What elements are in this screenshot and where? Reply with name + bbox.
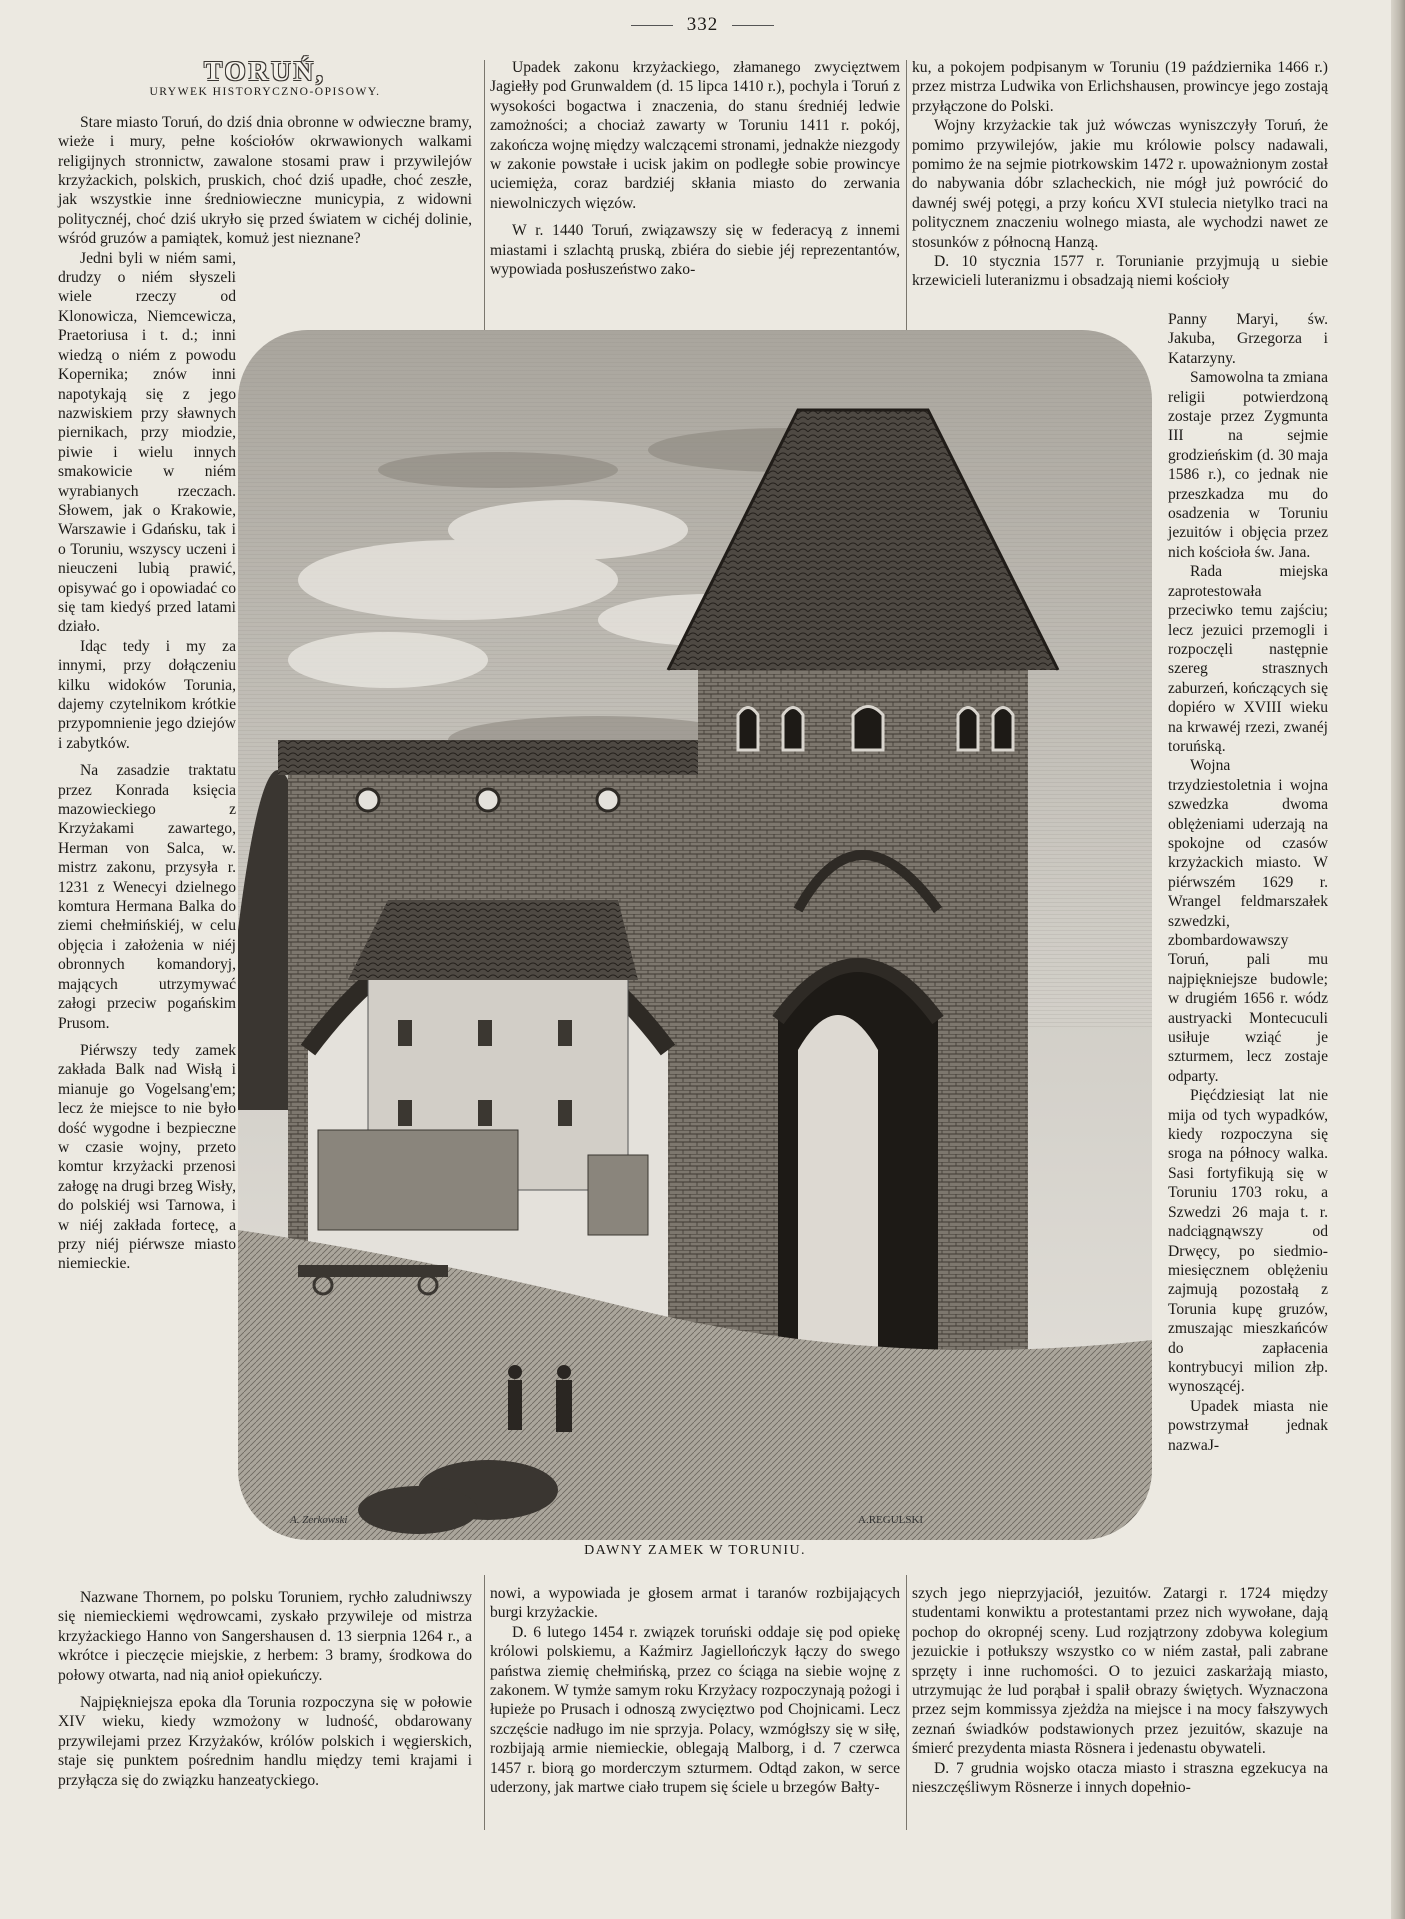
paragraph: Panny Maryi, św. Jakuba, Grzegorza i Katarzyny. [1168,311,1328,367]
paragraph: D. 7 grudnia wojsko otacza miasto i straszna egzekucya na nieszczęśliwym Rösnerze i innych dopełnio- [912,1759,1328,1797]
paragraph: Piérwszy tedy zamek zakłada Balk nad Wisłą i mianuje go Vogelsang'em; lecz że miejsce to nie było dość wygodne i bezpieczne w czasie wojny, przeto komtur krzyżacki przenosi załogę na drugi brzeg Wisły, do polskiéj wsi Tarnowa, i w niéj zakłada fortecę, a przy niéj piérwsze miasto niemieckie. [58,1041,236,1273]
page-edge [1391,0,1405,1919]
article-title: TORUŃ, [204,56,326,86]
paragraph: Samowolna ta zmiana religii potwierdzoną zostaje przez Zygmunta III na sejmie grodzieńskim (d. 30 maja 1586 r.), co jednak nie przeszkadza mu do osadzenia w Toruniu jezuitów i objęcia przez nich kościoła św. Jana. [1168,369,1328,561]
paragraph: Najpiękniejsza epoka dla Torunia rozpoczyna się w połowie XIV wieku, kiedy wzmożony w ludność, obdarowany przywilejami przez Krzyżaków, królów polskich i węgierskich, staje się punktem pośrednim handlu między temi krajami i przyłącza się do związku hanzeatyckiego. [58,1694,472,1789]
column-2 [490,58,900,279]
column-rule [484,60,485,330]
paragraph: Wojny krzyżackie tak już wówczas wyniszczyły Toruń, że pomimo przywilejów, jakie mu królowie polscy nadawali, pomimo że na sejmie piotrkowskim 1472 r. upoważnionym został do nabywania dóbr szlacheckich, nie mógł już powrócić do dawnéj swéj potęgi, a przy końcu XVI stulecia nietylko traci na politycznem znaczeniu wolnego miasta, ale wychodzi nawet ze stosunków z północną Hanzą. [912,117,1328,251]
paragraph: Upadek zakonu krzyżackiego, złamanego zwycięztwem Jagiełły pod Grunwaldem (d. 15 lipca 1410 r.), pochyla i Toruń z wysokości bogactwa i znaczenia, do stanu średniéj ledwie zamożności; a chociaż zawarty w Toruniu 1411 r. pokój, zakończa wojnę między walczącemi stronami, jednakże niezgody w zakonie powstałe i ucisk jakim on podległe sobie prowincye uciemięża, coraz bardziéj skłania miasto do zerwania niewolniczych więzów. [490,59,901,212]
article-subtitle: URYWEK HISTORYCZNO-OPISOWY. [149,86,381,99]
engraving-svg [238,330,1152,1540]
paragraph: szych jego nieprzyjaciół, jezuitów. Zatargi r. 1724 między studentami konwiktu a protestantami przez nich wywołane, dają pochop do okropnéj sceny. Lud rozjątrzony zdobywa kolegium jezuickie i potłukszy wszystko co w niém zastał, pali zabrane sprzęty i inne ruchomości. O to jezuici zaskarżają miasto, utrzymując że lud porąbał i spalił obrazy świętych. Wyznaczona przez sejm kommissya zjeżdża na miejsce i na mocy fałszywych zeznań świadków podstawionych przez jezuitów, skazuje na śmierć prezydenta miasta Rösnera i jedenastu obywateli. [912,1585,1328,1758]
paragraph: Idąc tedy i my za innymi, przy dołączeniu kilku widoków Torunia, dajemy czytelnikom krótkie przypomnienie jego dziejów i zabytków. [58,637,236,752]
illustrator-signature: A. Zerkowski [290,1514,348,1526]
paragraph: nowi, a wypowiada je głosem armat i taranów rozbijających burgi krzyżackie. [490,1585,900,1622]
paragraph: W r. 1440 Toruń, związawszy się w federacyą z innemi miastami i szlachtą pruską, zbiéra do siebie jéj reprezentantów, wypowiada posłuszeństwo zako- [490,222,900,279]
paragraph: Jedni byli w niém sami, drudzy o niém słyszeli wiele rzeczy od Klonowicza, Niemcewicza, Praetoriusa i t. d.; inni wiedzą o niém z powodu Kopernika; znów inni napotykają się z jego nazwiskiem przy sławnych piernikach, przy miodzie, piwie i wielu innych smakowicie w niém wyrabianych rzeczach. Słowem, jak o Krakowie, Warszawie i Gdańsku, tak i o Toruniu, wszyscy uczeni i nieuczeni lubią prawić, opisywać go i opowiadać co się tam kiedyś przed latami działo. [58,249,236,636]
column-3 [912,58,1328,291]
paragraph: D. 6 lutego 1454 r. związek toruński oddaje się pod opiekę królowi polskiemu, a Kaźmirz Jagiellończyk łączy do swego państwa ziemię chełmińską, przez co ściąga na siebie wojnę z zakonem. W tymże samym roku Krzyżacy rozpoczynają pożogi i łupieże po Prusach i odnoszą zwycięztwo pod Chojnicami. Lecz szczęście nadługo im nie sprzyja. Polacy, wzmógłszy się w siłę, rozbijają armie niemieckie, oblegają Malborg, i d. 7 czerwca 1457 r. biorą go morderczym szturmem. Odtąd zakon, w serce uderzony, jak martwe ciało trupem się ściele u brzegów Bałty- [490,1623,900,1797]
column-rule [484,1575,485,1830]
paragraph: ku, a pokojem podpisanym w Toruniu (19 października 1466 r.) przez mistrza Ludwika von Erlichshausen, prowincye jego zostają przyłączone do Polski. [912,59,1328,115]
column-1-bottom [58,1588,472,1790]
column-3-narrow [1168,310,1328,1455]
engraver-signature: A.REGULSKI [858,1514,924,1526]
figure-caption: DAWNY ZAMEK W TORUNIU. [584,1543,806,1558]
paragraph: Na zasadzie traktatu przez Konrada księcia mazowieckiego z Krzyżakami zawartego, Herman von Salca, w. mistrz zakonu, przysyła r. 1231 z Wenecyi dzielnego komtura Hermana Balka do ziemi chełmińskiéj, w celu objęcia i założenia w niéj obronnych komandoryj, mających utrzymywać załogi przeciw pogańskim Prusom. [58,762,236,1032]
paragraph: D. 10 stycznia 1577 r. Torunianie przyjmują u siebie krzewicieli luteranizmu i obsadzają niemi kościoły [912,253,1328,290]
paragraph: Wojna trzydziestoletnia i wojna szwedzka dwoma oblężeniami uderzają na spokojne od czasów krzyżackich miasto. W piérwszém 1629 r. Wrangel feldmarszałek szwedzki, zbombardowawszy Toruń, pali mu najpiękniejsze budowle; w drugiém 1656 r. wódz austryacki Montecuculi usiłuje wziąć je szturmem, lecz zostaje odparty. [1168,757,1328,1085]
column-3-bottom [912,1584,1328,1797]
paragraph: Stare miasto Toruń, do dziś dnia obronne w odwieczne bramy, wieże i mury, pełne kościołów okrwawionych walkami religijnych stronnictw, zawalone stosami praw i przywilejów krzyżackich, polskich, pruskich, choć dziś upadłe, choć zeszłe, jak wszystkie inne średniowieczne municypia, z widowni politycznéj, choć dziś ukryło się przed światem w cichéj dolinie, wśród gruzów a pamiątek, komuż jest nieznane? [58,113,472,248]
column-rule [906,1575,907,1830]
page-number: 332 [0,14,1405,36]
castle-gate-engraving [238,330,1152,1540]
column-2-bottom [490,1584,900,1797]
paragraph: Nazwane Thornem, po polsku Toruniem, rychło zaludniwszy się niemieckiemi wędrowcami, zyskało przywileje od mistrza krzyżackiego Hanno von Sangershausen d. 13 sierpnia 1264 r., a wkrótce i pieczęcie miejskie, z herbem: 3 bramy, środkowa do połowy otwarta, nad nią anioł opiekuńczy. [58,1589,472,1684]
paragraph: Pięćdziesiąt lat nie mija od tych wypadków, kiedy rozpoczyna się sroga na północy walka. Sasi fortyfikują się w Toruniu 1703 roku, a Szwedzi 26 maja t. r. nadciągnąwszy od Drwęcy, po siedmio-miesięcznem oblężeniu zajmują pozostałą z Torunia kupę gruzów, zmuszając mieszkańców do zapłacenia kontrybucyi milion złp. wynoszącéj. [1168,1087,1328,1396]
illustration [238,330,1152,1540]
column-rule [906,60,907,330]
paragraph: Rada miejska zaprotestowała przeciwko temu zajściu; lecz jezuici przemogli i rozpoczęli następnie szereg strasznych zaburzeń, kończących się dopiéro w XVIII wieku na krwawéj rzezi, zwanéj toruńską. [1168,563,1328,755]
article-header [58,56,472,103]
paragraph: Upadek miasta nie powstrzymał jednak nazwaJ- [1168,1397,1328,1454]
